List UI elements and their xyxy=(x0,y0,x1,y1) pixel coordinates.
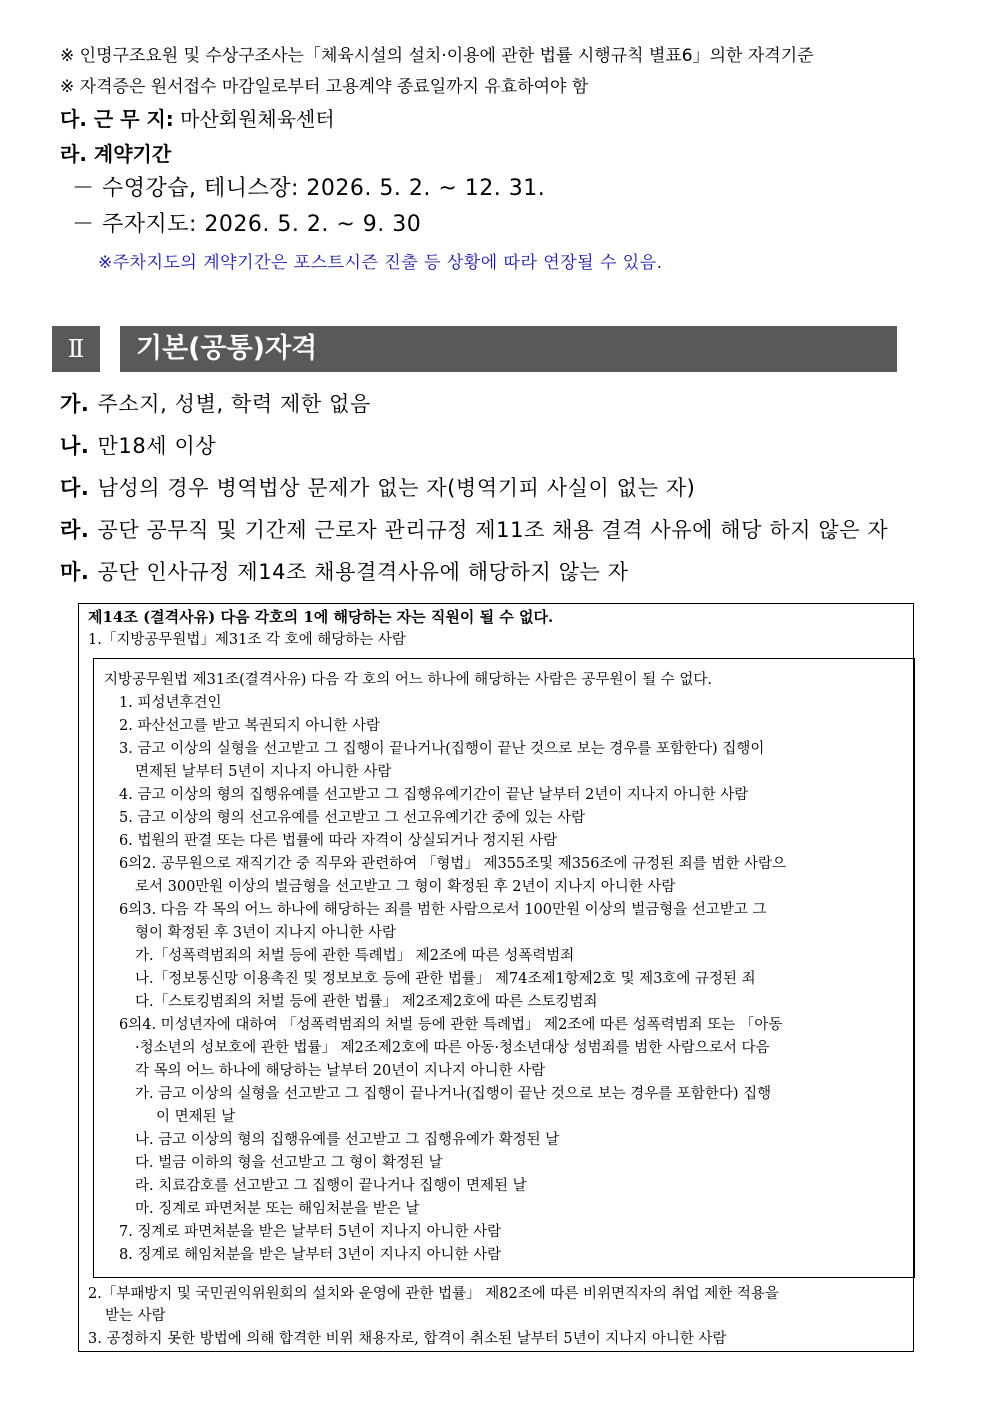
inner-line: 6의3. 다음 각 목의 어느 하나에 해당하는 죄를 범한 사람으로서 100만원 이상의 벌금형을 선고받고 그 xyxy=(119,902,767,918)
inner-line: 면제된 날부터 5년이 지나지 아니한 사람 xyxy=(135,764,392,780)
inner-line: 로서 300만원 이상의 벌금형을 선고받고 그 형이 확정된 후 2년이 지나지 아니한 사람 xyxy=(135,879,676,895)
qualification-item: 마. 공단 인사규정 제14조 채용결격사유에 해당하지 않는 자 xyxy=(60,560,629,584)
inner-line: 나. 금고 이상의 형의 집행유예를 선고받고 그 집행유예가 확정된 날 xyxy=(135,1132,560,1148)
inner-line: 다. 벌금 이하의 형을 선고받고 그 형이 확정된 날 xyxy=(135,1155,443,1171)
inner-line: 마. 징계로 파면처분 또는 해임처분을 받은 날 xyxy=(135,1201,420,1217)
inner-line: 1. 피성년후견인 xyxy=(119,695,222,711)
disqualification-box xyxy=(78,603,914,1352)
inner-line: 6의2. 공무원으로 재직기간 중 직무와 관련하여 「형법」 제355조및 제356조에 규정된 죄를 범한 사람으 xyxy=(119,856,786,872)
box-item-2-continued: 받는 사람 xyxy=(105,1308,166,1324)
inner-line: 8. 징계로 해임처분을 받은 날부터 3년이 지나지 아니한 사람 xyxy=(119,1247,502,1263)
inner-line: 3. 금고 이상의 실형을 선고받고 그 집행이 끝나거나(집행이 끝난 것으로 보는 경우를 포함한다) 집행이 xyxy=(119,741,765,757)
inner-line: 지방공무원법 제31조(결격사유) 다음 각 호의 어느 하나에 해당하는 사람은 공무원이 될 수 없다. xyxy=(104,672,712,688)
qualification-item: 다. 남성의 경우 병역법상 문제가 없는 자(병역기피 사실이 없는 자) xyxy=(60,476,696,500)
inner-line: 4. 금고 이상의 형의 집행유예를 선고받고 그 집행유예기간이 끝난 날부터 2년이 지나지 아니한 사람 xyxy=(119,787,749,803)
inner-line: 가.「성폭력범죄의 처벌 등에 관한 특례법」 제2조에 따른 성폭력범죄 xyxy=(135,948,575,964)
note-certificate-validity: ※ 자격증은 원서접수 마감일로부터 고용계약 종료일까지 유효하여야 함 xyxy=(60,77,589,97)
qualification-item: 가. 주소지, 성별, 학력 제한 없음 xyxy=(60,392,371,416)
qualification-item: 라. 공단 공무직 및 기간제 근로자 관리규정 제11조 채용 결격 사유에 해당 하지 않은 자 xyxy=(60,518,889,542)
inner-line: 나.「정보통신망 이용촉진 및 정보보호 등에 관한 법률」 제74조제1항제2호 및 제3호에 규정된 죄 xyxy=(135,971,756,987)
inner-line: 6. 법원의 판결 또는 다른 법률에 따라 자격이 상실되거나 정지된 사람 xyxy=(119,833,558,849)
section-title-bar xyxy=(120,326,897,372)
inner-line: 형이 확정된 후 3년이 지나지 아니한 사람 xyxy=(135,925,396,941)
section-title: 기본(공통)자격 xyxy=(136,333,318,364)
inner-line: 5. 금고 이상의 형의 선고유예를 선고받고 그 선고유예기간 중에 있는 사람 xyxy=(119,810,586,826)
workplace-line xyxy=(60,106,335,132)
box-item-1: 1.「지방공무원법」제31조 각 호에 해당하는 사람 xyxy=(88,632,406,648)
box-title: 제14조 (결격사유) 다음 각호의 1에 해당하는 자는 직원이 될 수 없다. xyxy=(88,608,554,626)
box-item-2: 2.「부패방지 및 국민권익위원회의 설치와 운영에 관한 법률」 제82조에 따른 비위면직자의 취업 제한 적용을 xyxy=(88,1286,779,1302)
note-lifeguard-qualification: ※ 인명구조요원 및 수상구조사는「체육시설의 설치·이용에 관한 법률 시행규칙 별표6」의한 자격기준 xyxy=(60,46,814,66)
inner-line: ·청소년의 성보호에 관한 법률」 제2조제2호에 따른 아동·청소년대상 성범죄를 범한 사람으로서 다음 xyxy=(135,1040,770,1056)
workplace-label: 다. 근 무 지: xyxy=(60,107,174,131)
inner-line: 다.「스토킹범죄의 처벌 등에 관한 법률」 제2조제2호에 따른 스토킹범죄 xyxy=(135,994,598,1010)
inner-line: 라. 치료감호를 선고받고 그 집행이 끝나거나 집행이 면제된 날 xyxy=(135,1178,527,1194)
workplace-value: 마산회원체육센터 xyxy=(180,107,335,131)
contract-note: ※주차지도의 계약기간은 포스트시즌 진출 등 상황에 따라 연장될 수 있음. xyxy=(98,253,663,273)
qualification-item: 나. 만18세 이상 xyxy=(60,434,217,458)
inner-line: 6의4. 미성년자에 대하여 「성폭력범죄의 처벌 등에 관한 특례법」 제2조에 따른 성폭력범죄 또는 「아동 xyxy=(119,1017,783,1033)
section-number: Ⅱ xyxy=(52,326,100,372)
inner-line: 이 면제된 날 xyxy=(156,1109,236,1125)
inner-line: 가. 금고 이상의 실형을 선고받고 그 집행이 끝나거나(집행이 끝난 것으로 보는 경우를 포함한다) 집행 xyxy=(135,1086,772,1102)
local-public-service-act-box xyxy=(93,658,915,1278)
inner-line: 7. 징계로 파면처분을 받은 날부터 5년이 지나지 아니한 사람 xyxy=(119,1224,502,1240)
contract-item-parking: － 주자지도: 2026. 5. 2. ~ 9. 30 xyxy=(72,212,422,237)
contract-item-swimming-tennis: － 수영강습, 테니스장: 2026. 5. 2. ~ 12. 31. xyxy=(72,176,546,201)
contract-heading: 라. 계약기간 xyxy=(60,142,172,166)
inner-line: 각 목의 어느 하나에 해당하는 날부터 20년이 지나지 아니한 사람 xyxy=(135,1063,546,1079)
inner-line: 2. 파산선고를 받고 복권되지 아니한 사람 xyxy=(119,718,380,734)
box-item-3: 3. 공정하지 못한 방법에 의해 합격한 비위 채용자로, 합격이 취소된 날부터 5년이 지나지 아니한 사람 xyxy=(88,1331,727,1347)
